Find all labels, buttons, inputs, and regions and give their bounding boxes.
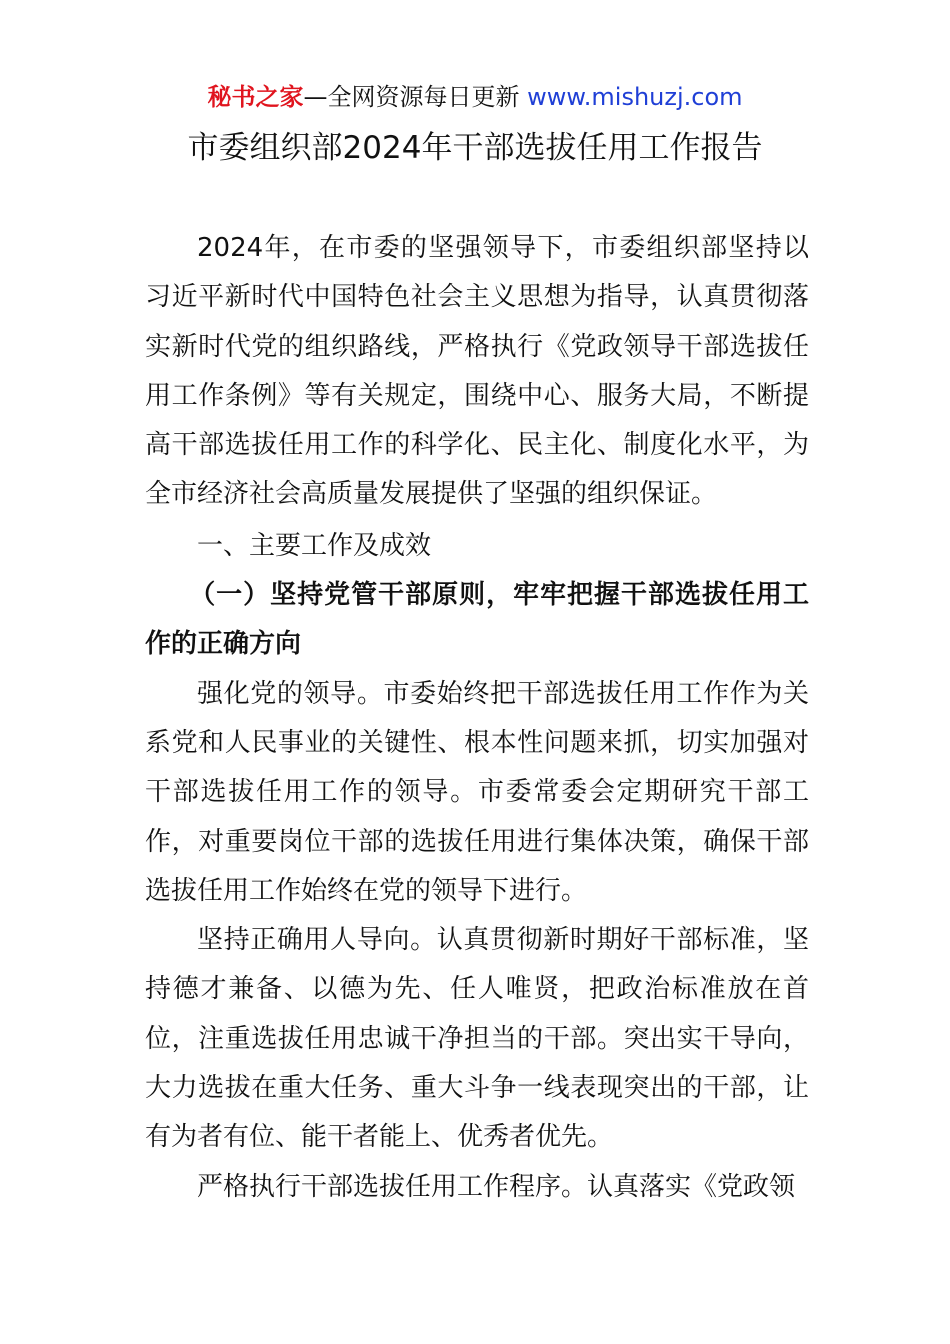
site-brand: 秘书之家 (207, 83, 304, 111)
body-paragraph: 坚持正确用人导向。认真贯彻新时期好干部标准，坚持德才兼备、以德为先、任人唯贤，把政治标准放在首位，注重选拔任用忠诚干净担当的干部。突出实干导向，大力选拔在重大任务、重大斗争一线表现突出的干部，让有为者有位、能干者能上、优秀者优先。 (145, 925, 809, 1153)
body-paragraph: 严格执行干部选拔任用工作程序。认真落实《党政领 (197, 1171, 796, 1202)
site-url-link[interactable]: www.mishuzj.com (527, 83, 743, 111)
document-body (145, 224, 809, 1212)
section-heading: 一、主要工作及成效 (197, 530, 432, 561)
subsection-heading: （一）坚持党管干部原则，牢牢把握干部选拔任用工作的正确方向 (145, 580, 809, 660)
intro-paragraph: 2024年，在市委的坚强领导下，市委组织部坚持以习近平新时代中国特色社会主义思想为指导，认真贯彻落实新时代党的组织路线，严格执行《党政领导干部选拔任用工作条例》等有关规定，围绕中心、服务大局，不断提高干部选拔任用工作的科学化、民主化、制度化水平，为全市经济社会高质量发展提供了坚强的组织保证。 (145, 233, 809, 510)
site-tagline: —全网资源每日更新 (303, 83, 528, 111)
body-paragraph: 强化党的领导。市委始终把干部选拔任用工作作为关系党和人民事业的关键性、根本性问题来抓，切实加强对干部选拔任用工作的领导。市委常委会定期研究干部工作，对重要岗位干部的选拔任用进行集体决策，确保干部选拔任用工作始终在党的领导下进行。 (145, 678, 809, 906)
document-title: 市委组织部2024年干部选拔任用工作报告 (187, 130, 763, 166)
site-header (0, 80, 950, 114)
